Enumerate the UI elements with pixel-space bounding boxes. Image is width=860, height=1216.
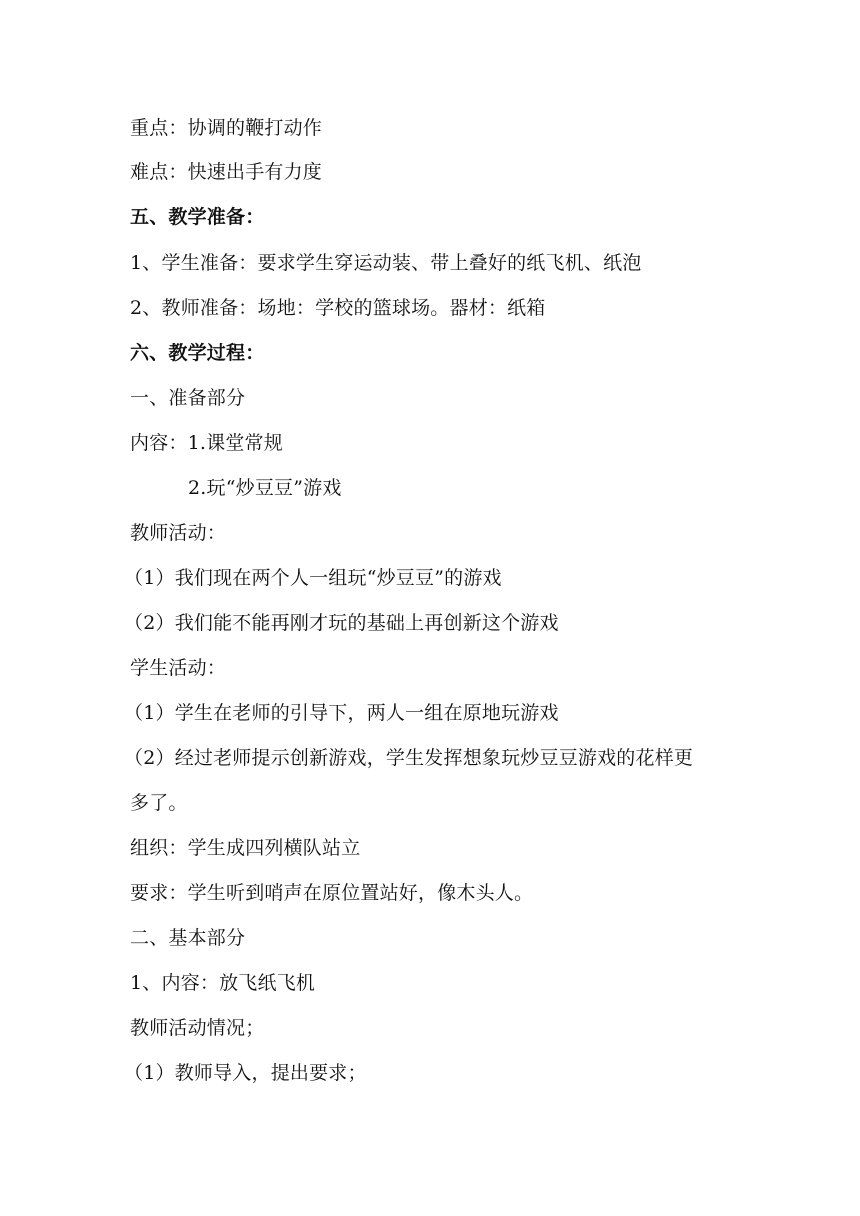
- content-line-routine: 内容：1.课堂常规: [130, 432, 283, 454]
- subsection-heading-warmup: 一、准备部分: [130, 387, 246, 409]
- teacher-activity-status-label: 教师活动情况；: [130, 1017, 265, 1039]
- teacher-activity-item-1: （1）我们现在两个人一组玩“炒豆豆”的游戏: [124, 567, 502, 589]
- subsection-heading-basic: 二、基本部分: [130, 927, 246, 949]
- organization-line: 组织：学生成四列横队站立: [130, 837, 361, 859]
- basic-content-line: 1、内容：放飞纸飞机: [130, 972, 316, 994]
- teacher-activity-label: 教师活动：: [130, 522, 227, 544]
- requirement-line: 要求：学生听到哨声在原位置站好，像木头人。: [130, 882, 534, 904]
- key-point-line: 重点：协调的鞭打动作: [130, 117, 323, 139]
- student-activity-item-1: （1）学生在老师的引导下，两人一组在原地玩游戏: [124, 702, 559, 724]
- teacher-activity-item-2: （2）我们能不能再刚才玩的基础上再创新这个游戏: [124, 612, 559, 634]
- student-activity-label: 学生活动：: [130, 657, 227, 679]
- teacher-activity-status-item-1: （1）教师导入，提出要求；: [124, 1062, 367, 1084]
- student-preparation-line: 1、学生准备：要求学生穿运动装、带上叠好的纸飞机、纸泡: [130, 252, 642, 274]
- teacher-preparation-line: 2、教师准备：场地：学校的篮球场。器材：纸箱: [130, 297, 546, 319]
- student-activity-item-2: （2）经过老师提示创新游戏，学生发挥想象玩炒豆豆游戏的花样更: [124, 747, 694, 769]
- student-activity-item-2-continued: 多了。: [130, 792, 188, 814]
- difficulty-line: 难点：快速出手有力度: [130, 161, 323, 183]
- content-line-game: 2.玩“炒豆豆”游戏: [188, 477, 342, 499]
- section-heading-preparation: 五、教学准备：: [130, 206, 265, 228]
- section-heading-process: 六、教学过程：: [130, 342, 265, 364]
